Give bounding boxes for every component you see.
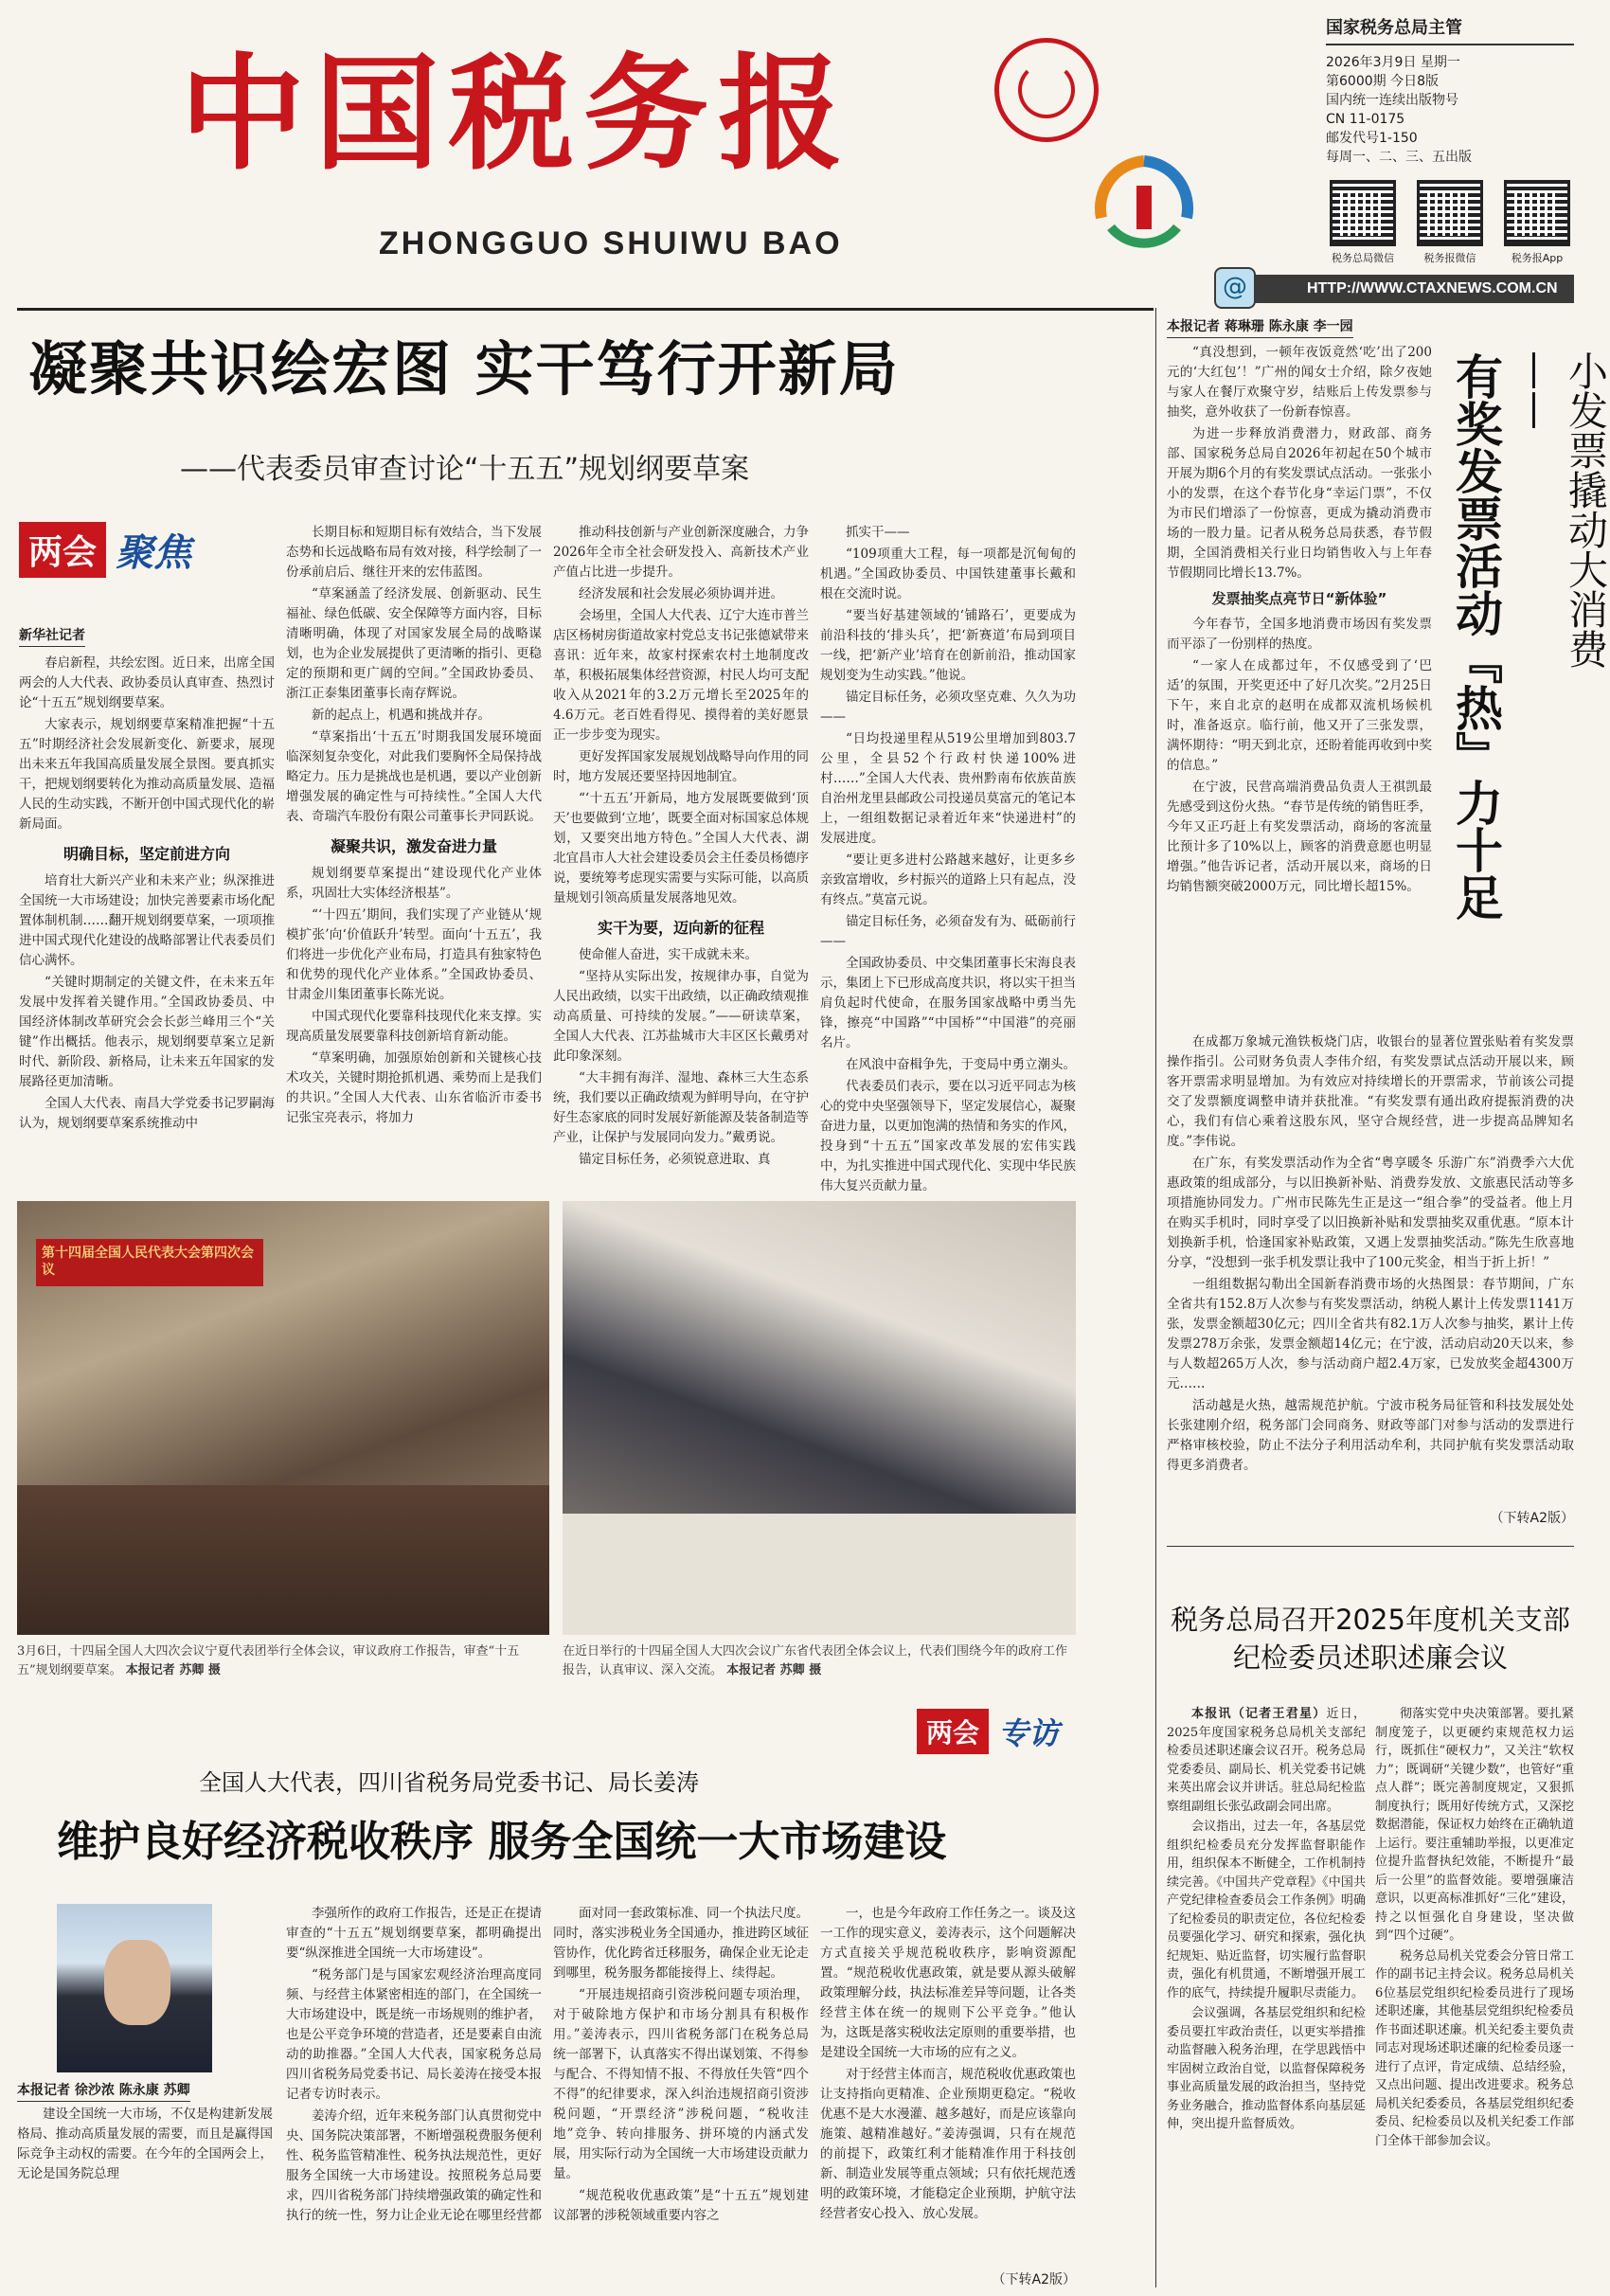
paragraph: 推动科技创新与产业创新深度融合，力争2026年全市全社会研发投入、高新技术产业产值占比进一步提升。	[553, 525, 809, 580]
photo2-caption	[563, 1642, 1076, 1680]
right-column-bottom	[1167, 1032, 1574, 1504]
masthead-title: 中国税务报	[180, 41, 852, 188]
lead-column-3	[553, 523, 809, 1184]
date-line: 2026年3月9日 星期一	[1326, 55, 1460, 70]
right-kicker-vertical: 小发票撬动大消费——	[1513, 350, 1609, 669]
tax-emblem-icon	[1087, 152, 1201, 256]
paragraph: 长期目标和短期目标有效结合，当下发展态势和长远战略布局有效对接，科学绘制了一份承前启后、继往开来的宏伟蓝图。	[286, 525, 542, 580]
qr-code-icon	[1417, 180, 1483, 246]
paragraph: “关键时期制定的关键文件，在未来五年发展中发挥着关键作用。”全国政协委员、中国经济体制改革研究会会长彭兰峰用三个“关键”作出概括。他表示，规划纲要草案立足新时代、新阶段、新格局，让未来五年国家的发展路径更加清晰。	[19, 975, 275, 1089]
bottom-kicker: 全国人大代表，四川省税务局党委书记、局长姜涛	[199, 1769, 699, 1796]
bottom-column-2	[553, 1904, 809, 2283]
paragraph-text: 近日，2025年度国家税务总局机关支部纪检委员述职述廉会议召开。税务总局党委委员、副局长、机关党委书记姚来英出席会议并讲话。驻总局纪检监察组副组长张弘政副会同出席。	[1167, 1707, 1366, 1814]
photo-banner: 第十四届全国人民代表大会第四次会议	[36, 1239, 263, 1286]
qr-codes	[1326, 180, 1574, 265]
newspaper-logo-icon	[994, 38, 1099, 142]
paragraph: 一组组数据勾勒出全国新春消费市场的火热图景：春节期间，广东全省共有152.8万人次参与有奖发票活动，纳税人累计上传发票1141万张，发票金额超30亿元；四川全省共有82.1万人次参与抽奖，累计上传发票278万余张，发票金额超14亿元；在宁波，活动启动20天以来，参与人数超265万人次，参与活动商户超2.4万家，已发放奖金超4300万元……	[1167, 1277, 1574, 1391]
photo-credit: 本报记者 苏卿 摄	[125, 1663, 221, 1677]
at-sign-icon: @	[1214, 267, 1256, 309]
caption-text: 在近日举行的十四届全国人大四次会议广东省代表团全体会议上，代表们围绕今年的政府工作报告，认真审议、深入交流。	[563, 1644, 1068, 1677]
tag-two-sessions: 两会	[917, 1709, 989, 1754]
paragraph: “109项重大工程，每一项都是沉甸甸的机遇。”全国政协委员、中国铁建董事长戴和根在交流时说。	[820, 547, 1076, 601]
paragraph: “大丰拥有海洋、湿地、森林三大生态系统，我们要以正确政绩观为鲜明导向，在守护好生态家底的同时发展好新能源及装备制造等产业，让保护与发展同向发力。”戴勇说。	[553, 1070, 809, 1145]
paragraph: 大家表示，规划纲要草案精准把握“十五五”时期经济社会发展新变化、新要求，展现出未来五年我国高质量发展全景图。要真抓实干，把规划纲要转化为推动高质量发展、造福人民的生动实践，不断开创中国式现代化的崭新局面。	[19, 717, 275, 832]
right2-column-1	[1167, 1705, 1366, 2283]
paragraph: 代表委员们表示，要在以习近平同志为核心的党中央坚强领导下，坚定发展信心，凝聚奋进力量，以更加饱满的热情和务实的作风，投身到“十五五”国家改革发展的宏伟实践中，为扎实推进中国式现代化、实现中华民族伟大复兴贡献力量。	[820, 1079, 1076, 1193]
paragraph: “要当好基建领域的‘铺路石’，更要成为前沿科技的‘排头兵’，把‘新赛道’布局到项目一线，把‘新产业’培育在创新前沿，推动国家规划变为生动实践。”他说。	[820, 608, 1076, 683]
paragraph: 为进一步释放消费潜力，财政部、商务部、国家税务总局自2026年初起在50个城市开展为期6个月的有奖发票试点活动。一张张小小的发票，在这个春节化身“幸运门票”，不仅为市民们增添了一份惊喜，更成为撬动消费市场的一股力量。记者从税务总局获悉，春节假期，全国消费相关行业日均销售收入与上年春节假期同比增长13.7%。	[1167, 426, 1432, 581]
paragraph: 彻落实党中央决策部署。要扎紧制度笼子，以更硬约束规范权力运行，既抓住“硬权力”，又关注“软权力”；既调研“关键少数”，也管好“重点人群”；既完善制度规定，又狠抓制度执行；既用好传统方式，又深挖数据潜能，保证权力始终在正确轨道上运行。要注重辅助举报，以更准定位提升监督执纪效能，不断提升“最后一公里”的监督效能。要增强廉洁意识，以更高标准抓好“三化”建设，持之以恒强化自身建设，坚决做到“四个过硬”。	[1375, 1707, 1574, 1943]
bottom-column-0	[17, 2105, 273, 2285]
photo-credit: 本报记者 苏卿 摄	[726, 1663, 822, 1677]
photo-guangdong-delegation	[563, 1201, 1076, 1635]
paragraph: “‘十四五’期间，我们实现了产业链从‘规模扩张’向‘价值跃升’转型。面向‘十五五’，我们将进一步优化产业布局，打造具有独家特色和优势的现代化产业体系。”全国政协委员、甘肃金川集团董事长陈光说。	[286, 907, 542, 1002]
issue-line: 第6000期 今日8版	[1326, 74, 1439, 89]
paragraph: 中国式现代化要靠科技现代化来支撑。实现高质量发展要靠科技创新培育新动能。	[286, 1009, 542, 1044]
paragraph: 建设全国统一大市场，不仅是构建新发展格局、推动高质量发展的需要，而且是赢得国际竞争主动权的需要。在今年的全国两会上，无论是国务院总理	[17, 2107, 273, 2181]
lead-column-4	[820, 523, 1076, 1193]
section-heading: 明确目标，坚定前进方向	[63, 845, 230, 863]
paragraph: 税务总局机关党委会分管日常工作的副书记主持会议。税务总局机关6位基层党组织纪检委员进行了现场述职述廉，其他基层党组织纪检委员作书面述职述廉。机关纪委主要负责同志对现场述职述廉的纪检委员逐一进行了点评，肯定成绩、总结经验，又点出问题、提出改进要求。税务总局机关纪委委员，各基层党组织纪委委员、纪检委员以及机关纪委工作部门全体干部参加会议。	[1375, 1948, 1574, 2148]
lead-byline-inline: 本报讯（记者王君星）	[1191, 1707, 1327, 1721]
paragraph: 春启新程，共绘宏图。近日来，出席全国两会的人大代表、政协委员认真审查、热烈讨论“十五五”规划纲要草案。	[19, 655, 275, 710]
qr-app[interactable]	[1500, 180, 1574, 265]
section-heading: 实干为要，迈向新的征程	[597, 919, 764, 937]
sponsor: 国家税务总局主管	[1326, 19, 1574, 45]
paragraph: 对于经营主体而言，规范税收优惠政策也让支持指向更精准、企业预期更稳定。“税收优惠不是大水漫灌、越多越好，而是应该靠向施策、越精准越好。”姜涛强调，只有在规范的前提下，政策红利才能精准作用于科技创新、制造业发展等重点领域；只有依托规范透明的政策环境，才能稳定企业预期，护航守法经营者安心投入、放心发展。	[820, 2067, 1076, 2221]
lead-subhead: ——代表委员审查讨论“十五五”规划纲要草案	[180, 453, 750, 486]
qr-label: 税务报微信	[1423, 252, 1476, 264]
paragraph: 锚定目标任务，必须攻坚克难、久久为功——	[820, 690, 1076, 725]
paragraph: 经济发展和社会发展必须协调并进。	[579, 586, 783, 601]
lead-column-2	[286, 523, 542, 1184]
paragraph: 全国政协委员、中交集团董事长宋海良表示，集团上下已形成高度共识，将以实干担当肩负起时代使命，在服务国家战略中勇当先锋，擦亮“中国路”“中国桥”“中国港”的亮丽名片。	[820, 956, 1076, 1050]
paragraph: 全国人大代表、南昌大学党委书记罗嗣海认为，规划纲要草案系统推动中	[19, 1096, 275, 1131]
right-column-top	[1167, 343, 1432, 1025]
paragraph: 今年春节，全国多地消费市场因有奖发票而平添了一份别样的热度。	[1167, 617, 1432, 652]
photo-ningxia-delegation	[17, 1201, 549, 1635]
paragraph: 锚定目标任务，必须锐意进取、真	[579, 1152, 771, 1167]
portrait-jiang-tao	[57, 1904, 212, 2072]
section-heading: 发票抽奖点亮节日“新体验”	[1211, 590, 1387, 607]
qr-label: 税务报App	[1511, 252, 1564, 264]
masthead-rule	[17, 308, 1154, 311]
column-divider	[1155, 308, 1156, 2287]
paragraph: 一，也是今年政府工作任务之一。谈及这一工作的现实意义，姜涛表示，这个问题解决方式直接关乎规范税收秩序，影响资源配置。“规范税收优惠政策，就是要从源头破解政策理解分歧，执法标准差异等问题，让各类经营主体在统一的规则下公平竞争。”他认为，这既是落实税收法定原则的重要举措，也是建设全国统一大市场的应有之义。	[820, 1906, 1076, 2060]
photo1-caption	[17, 1642, 549, 1680]
paragraph: 在宁波，民营高端消费品负责人王祺凯最先感受到这份火热。“春节是传统的销售旺季，今年又正巧赶上有奖发票活动，商场的客流量比预计多了10%以上，顾客的消费意愿也明显增强。”他告诉记者，活动开展以来，商场的日均销售额突破2000万元，同比增长超15%。	[1167, 780, 1432, 894]
paragraph: “草案明确，加强原始创新和关键核心技术攻关，关键时期抢抓机遇、乘势而上是我们的共识。”全国人大代表、山东省临沂市委书记张宝亮表示，将加力	[286, 1050, 542, 1125]
paragraph: 更好发挥国家发展规划战略导向作用的同时，地方发展还要坚持因地制宜。	[553, 749, 809, 784]
paragraph: “规范税收优惠政策”是“十五五”规划建议部署的涉税领域重要内容之	[553, 2188, 809, 2223]
right-headline-vertical: 有奖发票活动『热』力十足	[1448, 352, 1503, 921]
paragraph: “日均投递里程从519公里增加到803.7公里，全县52个行政村快递100%进村……”全国人大代表、贵州黔南布依族苗族自治州龙里县邮政公司投递员莫富元的笔记本上，一组组数据记录着近年来“快递进村”的发展进度。	[820, 731, 1076, 846]
cn-number: CN 11-0175	[1326, 112, 1405, 127]
postal-code: 邮发代号1-150	[1326, 131, 1418, 146]
paragraph: “草案涵盖了经济发展、创新驱动、民生福祉、绿色低碳、安全保障等方面内容，目标清晰明确，体现了对国家发展全局的战略谋划，也为企业发展提供了更清晰的指引、更稳定的预期和更广阔的空间。”全国政协委员、浙江正泰集团董事长南存辉说。	[286, 586, 542, 701]
paragraph: 姜涛介绍，近年来税务部门认真贯彻党中央、国务院决策部署，不断增强税费服务便利性、税务监管精准性、税务执法规范性，更好服务全国统一大市场建设。按照税务总局要求，四川省税务部门持续增强政策的确定性和执行的统一性，努力让企业无论在哪里经营都	[286, 2108, 542, 2223]
paragraph: 面对同一套政策标准、同一个执法尺度。同时，落实涉税业务全国通办，推进跨区域征管协作，优化跨省迁移服务，确保企业无论走到哪里，税务服务都能接得上、续得起。	[553, 1906, 809, 1981]
continued-link[interactable]: （下转A2版）	[992, 2272, 1076, 2287]
paragraph: 会议指出，过去一年，各基层党组织纪检委员充分发挥监督职能作用，组织保本不断健全，工作机制持续完善。《中国共产党章程》《中国共产党纪律检查委员会工作条例》明确了纪检委员的职责定位，各位纪检委员要强化学习、研究和探索，强化执纪规矩、贴近监督，切实履行监督职责，强化有机贯通，不断增强开展工作的底气，持续提升履职尽责能力。	[1167, 1820, 1366, 2000]
paragraph: 会议强调，各基层党组织和纪检委员要扛牢政治责任，以更实举措推动监督融入税务治理，在学思践悟中牢固树立政治自觉，以监督保障税务事业高质量发展的政治担当，坚持党务业务融合，推动监督体系向基层延伸，突出提升监督质效。	[1167, 2006, 1366, 2131]
caption-text: 3月6日，十四届全国人大四次会议宁夏代表团举行全体会议，审议政府工作报告，审查“十五五”规划纲要草案。	[17, 1644, 520, 1677]
right2-column-2	[1375, 1705, 1574, 2283]
paragraph: 抓实干——	[846, 525, 910, 540]
paragraph: 使命催人奋进，实干成就未来。	[579, 947, 758, 962]
bottom-byline: 本报记者 徐沙浓 陈永康 苏卿	[17, 2080, 190, 2102]
qr-label: 税务总局微信	[1332, 252, 1394, 264]
section-tag-interview	[917, 1711, 1068, 1752]
lead-column-1	[19, 654, 275, 1184]
section-heading: 凝聚共识，激发奋进力量	[330, 837, 497, 855]
issue-info	[1326, 19, 1574, 167]
paragraph: 会场里，全国人大代表、辽宁大连市普兰店区杨树房街道故家村党总支书记张德斌带来喜讯：近年来，故家村探索农村土地制度改革，积极拓展集体经营资源，村民人均可支配收入从2021年的3.2万元增长至2025年的4.6万元。老百姓看得见、摸得着的美好愿景正一步步变为现实。	[553, 608, 809, 743]
qr-code-icon	[1330, 180, 1396, 246]
qr-code-icon	[1504, 180, 1570, 246]
paragraph	[1167, 1705, 1366, 1816]
paragraph: “一家人在成都过年，不仅感受到了‘巴适’的氛围，开奖更还中了好几次奖。”2月25日下午，来自北京的赵明在成都双流机场候机时，准备返京。临行前，他又开了三张发票，满怀期待：“明天到北京，还盼着能再收到中奖的信息。”	[1167, 658, 1432, 773]
paragraph: 活动越是火热，越需规范护航。宁波市税务局征管和科技发展处处长张建刚介绍，税务部门会同商务、财政等部门对参与活动的发票进行严格审核校验，防止不法分子利用活动牟利，共同护航有奖发票活动取得更多消费者。	[1167, 1398, 1574, 1473]
paragraph: 在风浪中奋楫争先，于变局中勇立潮头。	[846, 1057, 1076, 1072]
paragraph: 培育壮大新兴产业和未来产业；纵深推进全国统一大市场建设；加快完善要素市场化配置体制机制……翻开规划纲要草案，一项项推进中国式现代化建设的战略部署让代表委员们信心满怀。	[19, 873, 275, 968]
paragraph: “税务部门是与国家宏观经济治理高度同频、与经营主体紧密相连的部门，在全国统一大市场建设中，既是统一市场规则的维护者，也是公平竞争环境的营造者，还是要素自由流动的助推器。”全国人大代表，国家税务总局四川省税务局党委书记、局长姜涛在接受本报记者专访时表示。	[286, 1967, 542, 2102]
serial-label: 国内统一连续出版物号	[1326, 93, 1458, 108]
qr-wechat-paper[interactable]	[1413, 180, 1487, 265]
paragraph: 新的起点上，机遇和挑战并存。	[312, 708, 491, 723]
section-tag-focus	[19, 523, 201, 576]
bottom-headline: 维护良好经济税收秩序 服务全国统一大市场建设	[57, 1818, 947, 1866]
lead-byline: 新华社记者	[19, 625, 85, 647]
paragraph: 在成都万象城元渔铁板烧门店，收银台的显著位置张贴着有奖发票操作指引。公司财务负责人李伟介绍，有奖发票试点活动开展以来，顾客开票需求明显增加。为有效应对持续增长的开票需求，节前该公司提交了发票额度调整申请并获批准。“有奖发票有通出政府提振消费的决心，我们有信心乘着这股东风，坚守合规经营，进一步提高品牌知名度。”李伟说。	[1167, 1034, 1574, 1149]
qr-wechat-bureau[interactable]	[1326, 180, 1400, 265]
paragraph: 规划纲要草案提出“建设现代化产业体系，巩固壮大实体经济根基”。	[286, 866, 542, 901]
paragraph: 在广东，有奖发票活动作为全省“粤享暖冬 乐游广东”消费季六大优惠政策的组成部分，与以旧换新补贴、消费券发放、文旅惠民活动等多项措施协同发力。广州市民陈先生正是这一“组合拳”的受益者。他上月在购买手机时，同时享受了以旧换新补贴和发票抽奖双重优惠。“原本计划换新手机，恰逢国家补贴政策，又遇上发票抽奖活动。”陈先生欣喜地分享，“没想到一张手机发票让我中了100元奖金，相当于折上折！”	[1167, 1156, 1574, 1270]
tag-two-sessions: 两会	[19, 522, 106, 578]
paragraph: “‘十五五’开新局，地方发展既要做到‘顶天’也要做到‘立地’，既要全面对标国家总体规划，又要突出地方特色。”全国人大代表、湖北宜昌市人大社会建设委员会主任委员杨德序说，要统筹考虑现实需要与实际可能，以高质量规划引领高质量发展落地见效。	[553, 791, 809, 906]
bottom-column-1	[286, 1904, 542, 2283]
right-byline: 本报记者 蒋琳珊 陈永康 李一园	[1167, 316, 1353, 338]
bottom-column-3	[820, 1904, 1076, 2264]
lead-headline: 凝聚共识绘宏图 实干笃行开新局	[28, 334, 900, 404]
right-headline-2: 税务总局召开2025年度机关支部纪检委员述职述廉会议	[1171, 1604, 1570, 1674]
story-divider	[1167, 1546, 1574, 1547]
paragraph: “开展违规招商引资涉税问题专项治理，对于破除地方保护和市场分割具有积极作用。”姜涛表示，四川省税务部门在税务总局统一部署下，认真落实不得出谋划策、不得参与配合、不得知情不报、不得放任失管“四个不得”的纪律要求，深入纠治违规招商引资涉税问题，“开票经济”涉税问题，“税收洼地”竞争、转向排服务、拼环境的内涵式发展，用实际行动为全国统一大市场建设贡献力量。	[553, 1987, 809, 2181]
continued-link[interactable]: （下转A2版）	[1490, 1511, 1574, 1526]
paragraph: “坚持从实际出发，按规律办事，自觉为人民出政绩，以实干出政绩，以正确政绩观推动高质量、可持续的发展。”——研读草案，全国人大代表、江苏盐城市大丰区区长戴勇对此印象深刻。	[553, 969, 809, 1064]
paragraph: 李强所作的政府工作报告，还是正在提请审查的“十五五”规划纲要草案，都明确提出要“纵深推进全国统一大市场建设”。	[286, 1906, 542, 1961]
tag-focus: 聚焦	[116, 529, 192, 575]
publish-schedule: 每周一、二、三、五出版	[1326, 150, 1472, 165]
masthead-pinyin: ZHONGGUO SHUIWU BAO	[379, 225, 843, 261]
tag-interview: 专访	[998, 1715, 1060, 1751]
paragraph: “要让更多进村公路越来越好，让更多乡亲致富增收，乡村振兴的道路上只有起点，没有终点。”莫富元说。	[820, 852, 1076, 907]
paragraph: “真没想到，一顿年夜饭竟然‘吃’出了200元的‘大红包’！”广州的闻女士介绍，除夕夜她与家人在餐厅欢聚守岁，结账后上传发票参与抽奖，意外收获了一份新春惊喜。	[1167, 345, 1432, 420]
paragraph: “草案指出‘十五五’时期我国发展环境面临深刻复杂变化，对此我们要胸怀全局保持战略定力。压力是挑战也是机遇，要以产业创新增强发展的确定性与可持续性。”全国人大代表、奇瑞汽车股份有限公司董事长尹同跃说。	[286, 729, 542, 824]
website-url[interactable]: HTTP://WWW.CTAXNEWS.COM.CN	[1222, 275, 1574, 303]
paragraph: 锚定目标任务，必须奋发有为、砥砺前行——	[820, 914, 1076, 949]
